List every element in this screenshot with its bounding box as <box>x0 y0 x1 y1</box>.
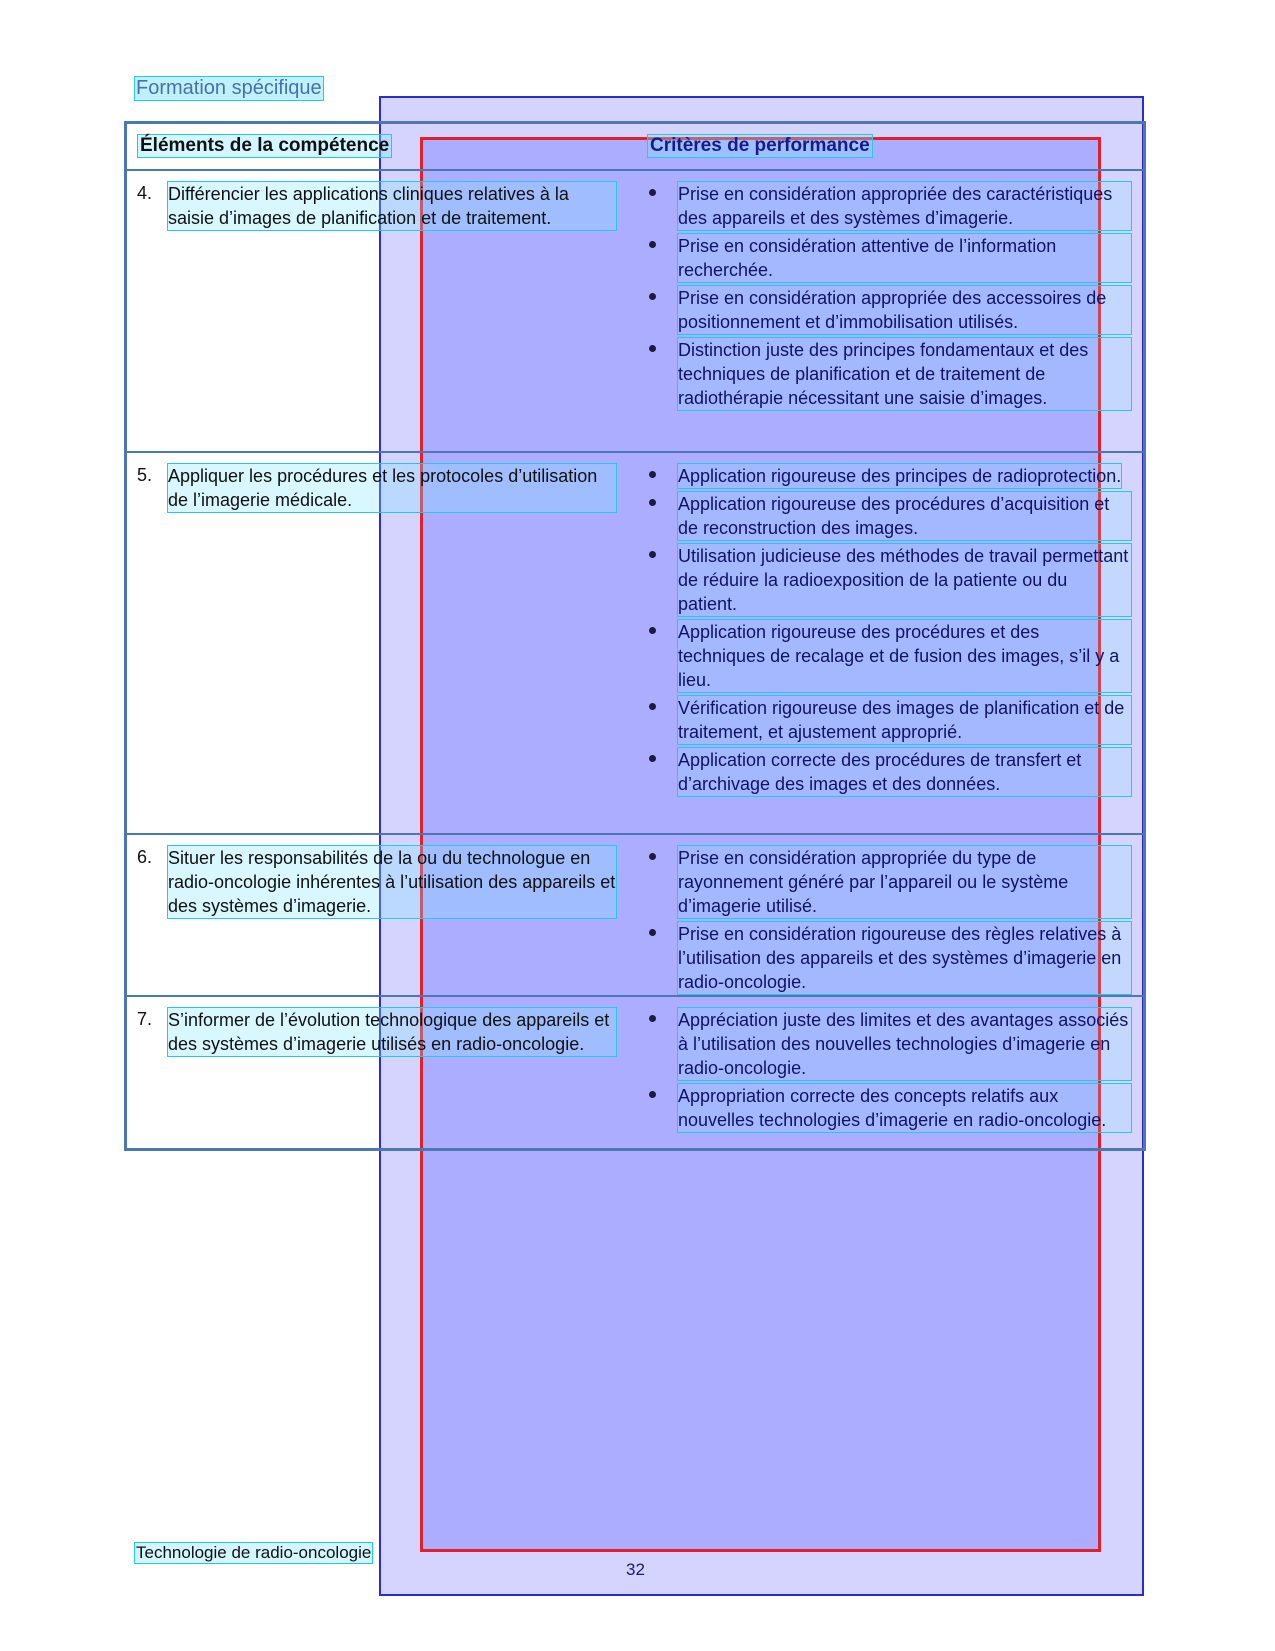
criteria-text: Appréciation juste des limites et des avantages associés à l’utilisation des nouvelles technologies d’imagerie en radio-oncologie. <box>677 1007 1132 1081</box>
bullet-icon <box>647 1007 677 1081</box>
criteria-list <box>647 463 1132 799</box>
element-text: Différencier les applications cliniques relatives à la saisie d’images de planification et de traitement. <box>167 181 617 231</box>
criteria-text: Prise en considération attentive de l’information recherchée. <box>677 233 1132 283</box>
criteria-list <box>647 1007 1132 1135</box>
criteria-list <box>647 845 1132 997</box>
element-number: 6. <box>137 847 153 867</box>
bullet-icon <box>647 1083 677 1133</box>
element-number: 5. <box>137 465 153 485</box>
criteria-item <box>647 285 1132 335</box>
section-label: Formation spécifique <box>136 77 322 99</box>
competence-table <box>124 121 1146 1151</box>
table-row <box>127 997 1143 1157</box>
column-header-criteria: Critères de performance <box>647 134 873 158</box>
table-row <box>127 171 1143 453</box>
criteria-text: Distinction juste des principes fondamentaux et des techniques de planification et de traitement de radiothérapie nécessitant une saisie d’images. <box>677 337 1132 411</box>
bullet-icon <box>647 695 677 745</box>
element-number: 7. <box>137 1009 153 1029</box>
criteria-text: Prise en considération appropriée des accessoires de positionnement et d’immobilisation utilisés. <box>677 285 1132 335</box>
criteria-item <box>647 491 1132 541</box>
criteria-item <box>647 619 1132 693</box>
criteria-item <box>647 695 1132 745</box>
bullet-icon <box>647 463 677 489</box>
footer-program-title: Technologie de radio-oncologie <box>136 1543 372 1562</box>
page-number: 32 <box>626 1560 645 1579</box>
criteria-text: Prise en considération appropriée du type de rayonnement généré par l’appareil ou le système d’imagerie utilisé. <box>677 845 1132 919</box>
element-text: Situer les responsabilités de la ou du technologue en radio-oncologie inhérentes à l’utilisation des appareils et des systèmes d’imagerie. <box>167 845 617 919</box>
bullet-icon <box>647 543 677 617</box>
bullet-icon <box>647 619 677 693</box>
bullet-icon <box>647 285 677 335</box>
competence-element <box>137 1007 617 1057</box>
criteria-list <box>647 181 1132 413</box>
criteria-item <box>647 845 1132 919</box>
bullet-icon <box>647 491 677 541</box>
element-text: Appliquer les procédures et les protocoles d’utilisation de l’imagerie médicale. <box>167 463 617 513</box>
criteria-item <box>647 1083 1132 1133</box>
competence-element <box>137 181 617 231</box>
criteria-item <box>647 233 1132 283</box>
criteria-item <box>647 337 1132 411</box>
criteria-text: Appropriation correcte des concepts relatifs aux nouvelles technologies d’imagerie en radio-oncologie. <box>677 1083 1132 1133</box>
bullet-icon <box>647 921 677 995</box>
element-text: S’informer de l’évolution technologique des appareils et des systèmes d’imagerie utilisés en radio-oncologie. <box>167 1007 617 1057</box>
competence-element <box>137 463 617 513</box>
criteria-text: Application rigoureuse des procédures et des techniques de recalage et de fusion des images, s’il y a lieu. <box>677 619 1132 693</box>
criteria-item <box>647 921 1132 995</box>
bullet-icon <box>647 233 677 283</box>
criteria-item <box>647 1007 1132 1081</box>
criteria-text: Prise en considération appropriée des caractéristiques des appareils et des systèmes d’imagerie. <box>677 181 1132 231</box>
criteria-item <box>647 181 1132 231</box>
criteria-item <box>647 463 1132 489</box>
competence-element <box>137 845 617 919</box>
criteria-text: Utilisation judicieuse des méthodes de travail permettant de réduire la radioexposition de la patiente ou du patient. <box>677 543 1132 617</box>
bullet-icon <box>647 747 677 797</box>
bullet-icon <box>647 845 677 919</box>
table-row <box>127 835 1143 997</box>
criteria-text: Vérification rigoureuse des images de planification et de traitement, et ajustement approprié. <box>677 695 1132 745</box>
criteria-text: Application correcte des procédures de transfert et d’archivage des images et des données. <box>677 747 1132 797</box>
criteria-text: Application rigoureuse des procédures d’acquisition et de reconstruction des images. <box>677 491 1132 541</box>
bullet-icon <box>647 337 677 411</box>
criteria-item <box>647 543 1132 617</box>
criteria-text: Prise en considération rigoureuse des règles relatives à l’utilisation des appareils et des systèmes d’imagerie en radio-oncologie. <box>677 921 1132 995</box>
table-row <box>127 453 1143 835</box>
bullet-icon <box>647 181 677 231</box>
table-header <box>127 124 1143 171</box>
element-number: 4. <box>137 183 153 203</box>
column-header-elements: Éléments de la compétence <box>137 134 392 158</box>
criteria-text: Application rigoureuse des principes de radioprotection. <box>677 463 1122 489</box>
criteria-item <box>647 747 1132 797</box>
